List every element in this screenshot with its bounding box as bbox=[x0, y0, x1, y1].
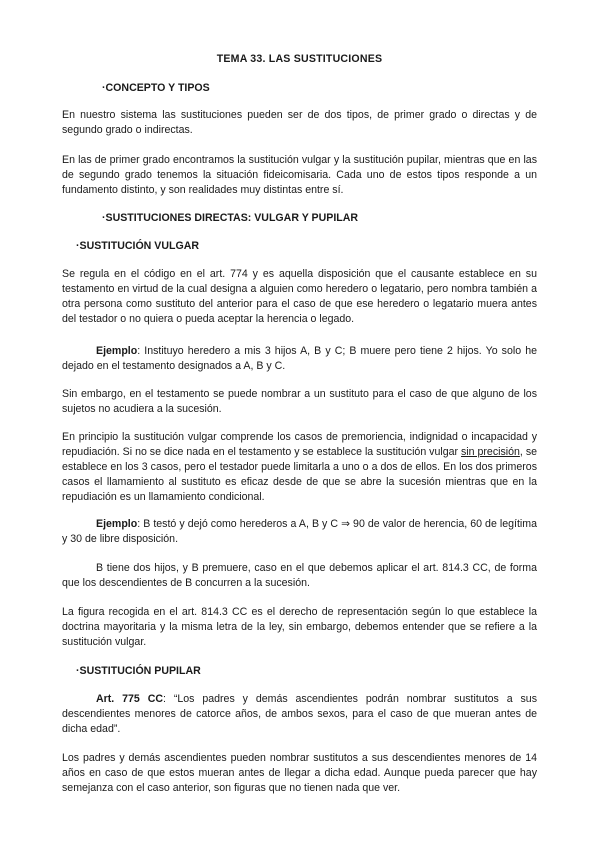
paragraph-ejemplo-2 bbox=[62, 517, 537, 547]
heading-sustituciones-directas: ·SUSTITUCIONES DIRECTAS: VULGAR Y PUPILAR bbox=[102, 212, 359, 224]
text-segment: En principio la sustitución vulgar comprende los casos de premoriencia, indignidad o incapacidad y repudiación. Si no se dice nada en el testamento y se establece la sustitución vulgar bbox=[62, 431, 537, 458]
paragraph-b-tiene: B tiene dos hijos, y B premuere, caso en el que debemos aplicar el art. 814.3 CC, de forma que los descendientes de B concurren a la sucesión. bbox=[62, 562, 537, 589]
ejemplo-text: : Instituyo heredero a mis 3 hijos A, B y C; B muere pero tiene 2 hijos. Yo solo he dejado en el testamento designados a A, B y C. bbox=[62, 345, 537, 372]
article-label: Art. 775 CC bbox=[96, 693, 164, 705]
paragraph-figura-recogida: La figura recogida en el art. 814.3 CC es el derecho de representación según lo que establece la doctrina mayoritaria y la misma letra de la ley, sin embargo, debemos entender que se refiere a la sustitución vulgar. bbox=[62, 606, 537, 648]
paragraph-art-774: Se regula en el código en el art. 774 y es aquella disposición que el causante establece en su testamento en virtud de la cual designa a alguien como heredero o legatario, pero nombra también a otra persona como sustituto del anterior para el caso de que ese heredero o legatario muera antes del testador o no quiera o pueda aceptar la herencia o legado. bbox=[62, 268, 537, 325]
paragraph-art-775 bbox=[62, 692, 537, 737]
paragraph-padres: Los padres y demás ascendientes pueden nombrar sustitutos a sus descendientes menores de 14 años en caso de que estos mueran antes de llegar a dicha edad. Aunque pueda parecer que hay semejanza con el caso anterior, son figuras que no tienen nada que ver. bbox=[62, 752, 537, 794]
ejemplo-label: Ejemplo bbox=[96, 345, 138, 357]
paragraph-en-principio bbox=[62, 430, 537, 505]
ejemplo-label: Ejemplo bbox=[96, 518, 138, 530]
heading-sustitucion-pupilar: ·SUSTITUCIÓN PUPILAR bbox=[76, 665, 201, 677]
paragraph-ejemplo-1 bbox=[62, 344, 537, 374]
paragraph-primer-grado: En las de primer grado encontramos la sustitución vulgar y la sustitución pupilar, mientras que en las de segundo grado tenemos la situación fideicomisaria. Cada uno de estos tipos responde a un fundamento distinto, y son realidades muy distintas entre sí. bbox=[62, 154, 537, 196]
paragraph-tipos: En nuestro sistema las sustituciones pueden ser de dos tipos, de primer grado o directas y de segundo grado o indirectas. bbox=[62, 109, 537, 136]
document-title: TEMA 33. LAS SUSTITUCIONES bbox=[216, 53, 383, 65]
text-segment: , se establece en los 3 casos, pero el testador puede limitarla a uno o a dos de ellos. En los dos primeros casos el llamamiento al sustituto es eficaz desde de que se abre la sucesión mientras que en la repudiación es un llamamiento condicional. bbox=[62, 446, 538, 503]
underlined-text: sin precisión bbox=[461, 446, 520, 458]
heading-sustitucion-vulgar: ·SUSTITUCIÓN VULGAR bbox=[76, 240, 200, 252]
ejemplo-text: : B testó y dejó como herederos a A, B y C ⇒ 90 de valor de herencia, 60 de legítima y 30 de libre disposición. bbox=[62, 518, 537, 545]
paragraph-sin-embargo: Sin embargo, en el testamento se puede nombrar a un sustituto para el caso de que alguno de los sujetos no acudiera a la sucesión. bbox=[62, 388, 537, 415]
article-text: : “Los padres y demás ascendientes podrán nombrar sustitutos a sus descendientes menores de catorce años, de ambos sexos, para el caso de que mueran antes de dicha edad”. bbox=[62, 693, 537, 735]
heading-concepto-tipos: ·CONCEPTO Y TIPOS bbox=[102, 82, 210, 94]
